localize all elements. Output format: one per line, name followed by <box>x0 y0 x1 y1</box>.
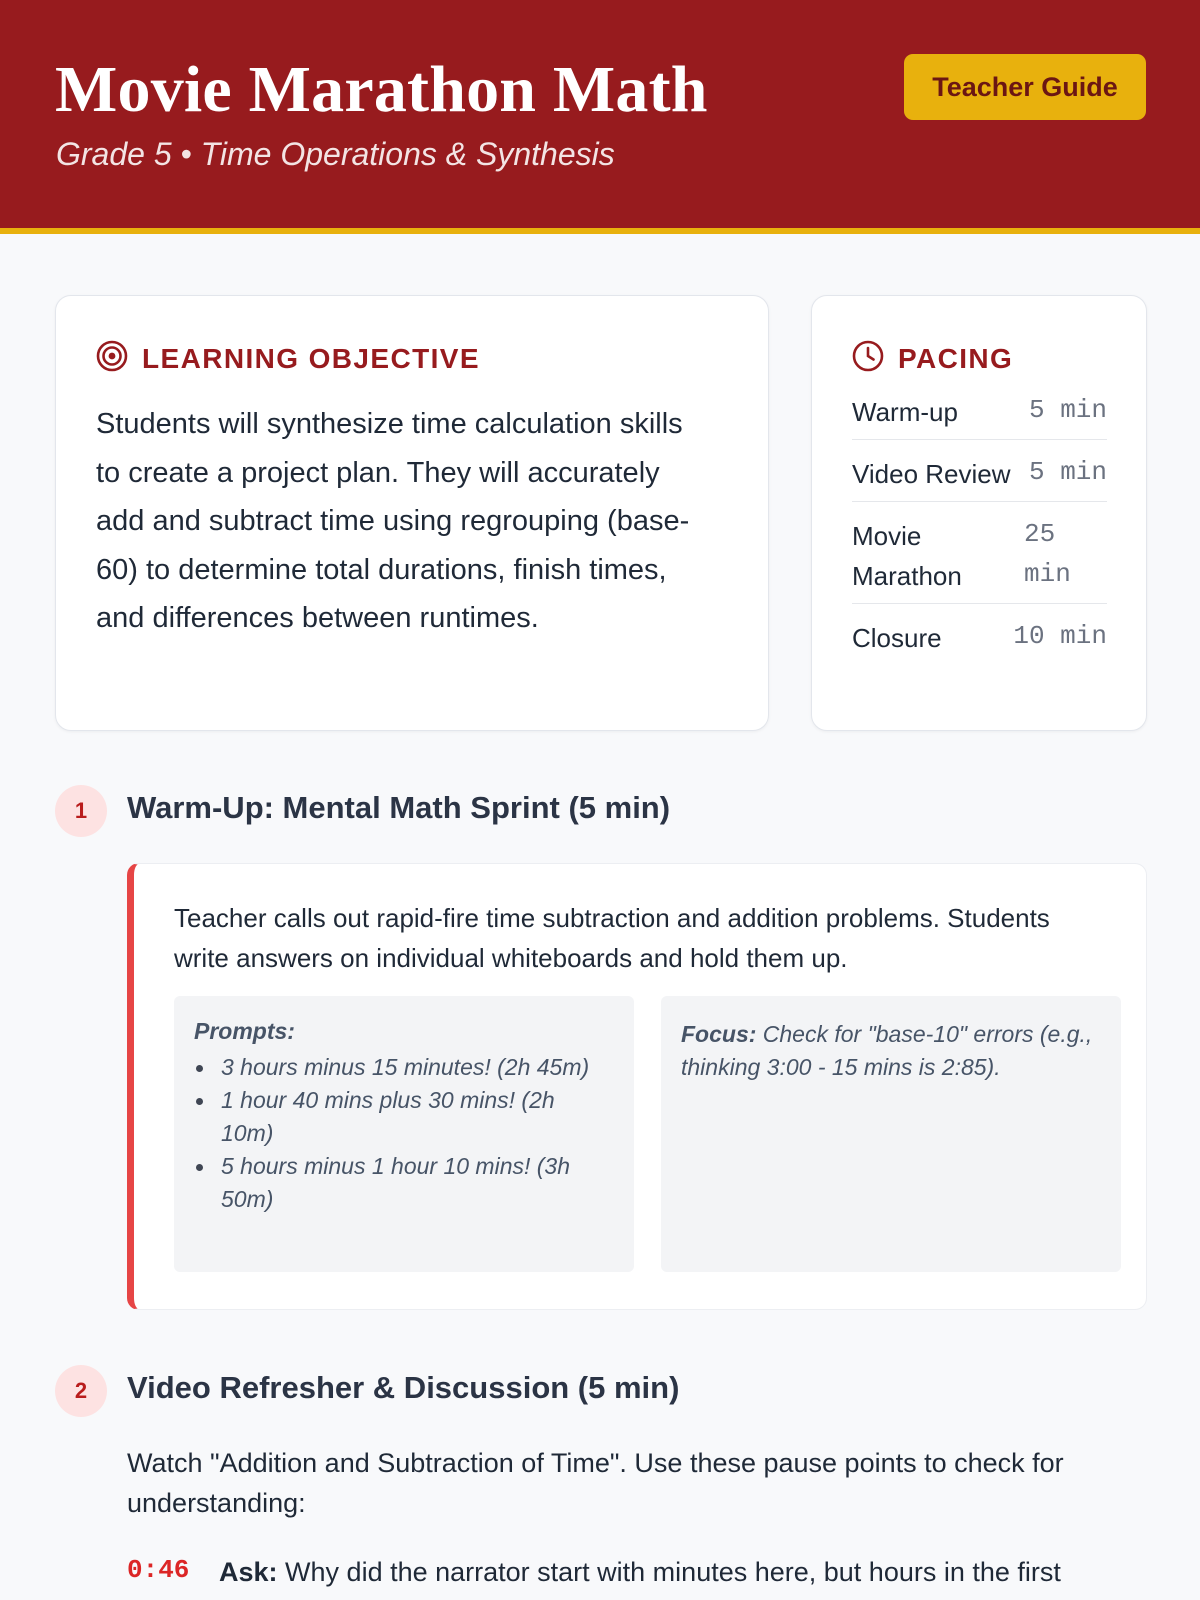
pacing-value: 10 min <box>1013 621 1107 651</box>
list-item: 1 hour 40 mins plus 30 mins! (2h 10m) <box>194 1084 594 1150</box>
warmup-intro: Teacher calls out rapid-fire time subtraction and addition problems. Students write answers on individual whiteboards and hold them up. <box>174 903 1050 973</box>
page-header <box>0 0 1200 234</box>
pacing-heading-label: PACING <box>898 342 1014 374</box>
learning-objective-card <box>55 295 769 731</box>
step-number-badge: 2 <box>55 1365 107 1417</box>
pacing-label: Movie Marathon <box>852 521 962 591</box>
objective-heading-label: LEARNING OBJECTIVE <box>142 342 480 374</box>
pause-timestamp[interactable]: 0:46 <box>127 1555 190 1585</box>
pacing-row <box>852 390 1107 440</box>
step-number-badge: 1 <box>55 785 107 837</box>
video-intro: Watch "Addition and Subtraction of Time". Use these pause points to check for understanding: <box>127 1448 1064 1518</box>
page-title: Movie Marathon Math <box>55 53 708 126</box>
warmup-activity-card <box>127 863 1147 1310</box>
ask-label: Ask: <box>219 1557 278 1587</box>
pacing-label: Video Review <box>852 459 1011 489</box>
page-subtitle: Grade 5 • Time Operations & Synthesis <box>56 136 615 172</box>
step-title: Warm-Up: Mental Math Sprint (5 min) <box>127 790 671 825</box>
pacing-value: 5 min <box>1028 395 1107 425</box>
pacing-label: Warm-up <box>852 397 958 427</box>
list-item: 3 hours minus 15 minutes! (2h 45m) <box>194 1051 594 1084</box>
pacing-value: 25 min <box>1024 519 1071 589</box>
pause-point-row <box>127 1550 1147 1600</box>
step-title: Video Refresher & Discussion (5 min) <box>127 1370 680 1405</box>
objective-text: Students will synthesize time calculation skills to create a project plan. They will accurately add and subtract time using regrouping (base-60) to determine total durations, finish times, and differences between runtimes. <box>96 408 690 635</box>
prompts-panel <box>174 996 634 1272</box>
pacing-label: Closure <box>852 623 942 653</box>
prompts-heading: Prompts: <box>194 1018 295 1044</box>
focus-text: Check for "base-10" errors (e.g., thinking 3:00 - 15 mins is 2:85). <box>681 1021 1093 1080</box>
target-icon <box>96 340 128 377</box>
focus-panel <box>661 996 1121 1272</box>
focus-note <box>681 1018 1101 1084</box>
objective-heading <box>96 340 480 377</box>
pacing-card <box>811 295 1147 731</box>
pacing-row <box>852 514 1107 604</box>
prompts-list <box>194 1051 614 1216</box>
question-text: Why did the narrator start with minutes here, but hours in the first <box>285 1557 1061 1587</box>
pacing-heading <box>852 340 1013 377</box>
teacher-guide-button[interactable]: Teacher Guide <box>904 54 1146 120</box>
clock-icon <box>852 340 884 377</box>
pacing-value: 5 min <box>1028 457 1107 487</box>
list-item: 5 hours minus 1 hour 10 mins! (3h 50m) <box>194 1150 594 1216</box>
focus-label: Focus: <box>681 1021 757 1047</box>
pacing-row <box>852 616 1107 666</box>
pacing-row <box>852 452 1107 502</box>
pause-question <box>219 1552 1119 1592</box>
